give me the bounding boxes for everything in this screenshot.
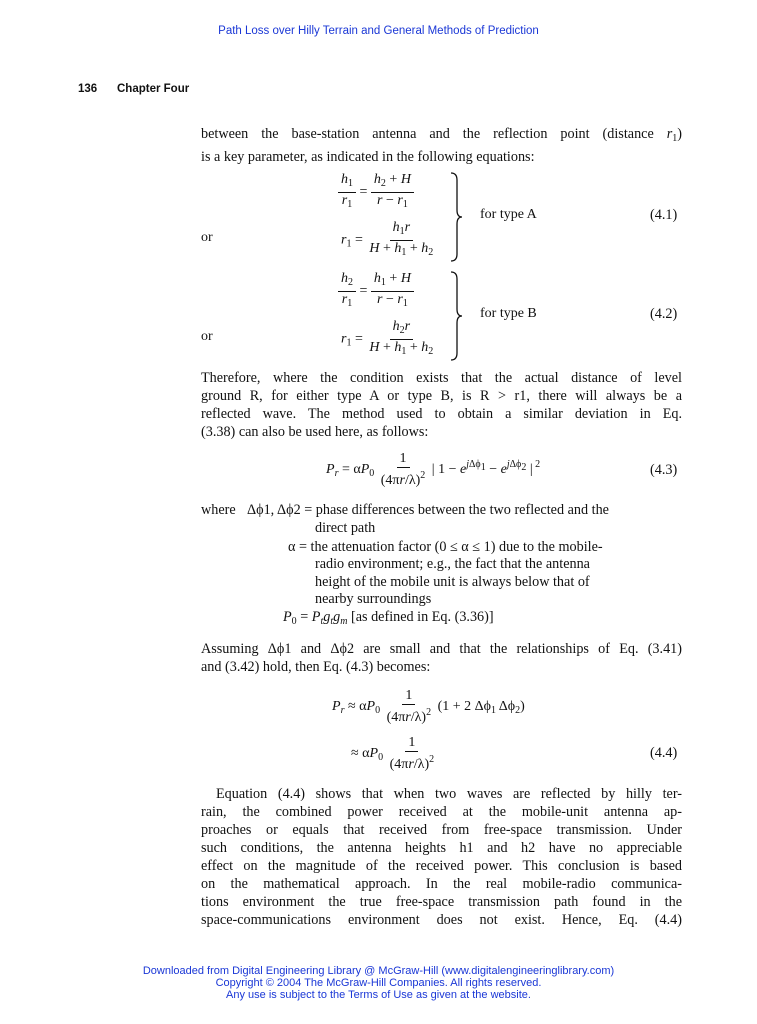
running-header[interactable]: Path Loss over Hilly Terrain and General Methods of Prediction <box>218 25 539 37</box>
chapter-label: Chapter Four <box>117 83 190 95</box>
right-brace-icon <box>449 271 463 361</box>
paragraph-reflected-wave: Therefore, where the condition exists that the actual distance of level ground R, for either type A or type B, is R > r1, there will always be a reflected wave. The method used to obtain a similar deviation in Eq. (3.38) can also be used here, as follows: <box>201 370 682 440</box>
paragraph-intro: between the base-station antenna and the reflection point (distance $r_1$) is a key parameter, as indicated in the following equations: <box>201 126 682 165</box>
footer-terms-link[interactable]: Any use is subject to the Terms of Use as given at the website. <box>226 989 531 1001</box>
footer-copyright[interactable]: Copyright © 2004 The McGraw-Hill Companies. All rights reserved. <box>215 977 542 989</box>
paragraph-conclusion: Equation (4.4) shows that when two waves are reflected by hilly ter- rain, the combined power received at the mobile-unit antenna ap- proaches or equals that received from free-space transmission. Under such conditions, the antenna heights h1 and h2 have no appreciable effect on the magnitude of the received power. This conclusion is based on the mathematical approach. In the real mobile-radio communica- tions environment the true free-space transmission path found in the space-communications environment does not exist. Hence, Eq. (4.4) <box>201 786 682 928</box>
page-number: 136 <box>78 83 98 95</box>
right-brace-icon <box>449 172 463 262</box>
footer-download-link[interactable]: Downloaded from Digital Engineering Library @ McGraw-Hill (www.digitalengineeringlibrary.com) <box>142 965 615 977</box>
paragraph-assumption: Assuming Δϕ1 and Δϕ2 are small and that the relationships of Eq. (3.41) and (3.42) hold, then Eq. (4.3) becomes: <box>201 641 682 675</box>
